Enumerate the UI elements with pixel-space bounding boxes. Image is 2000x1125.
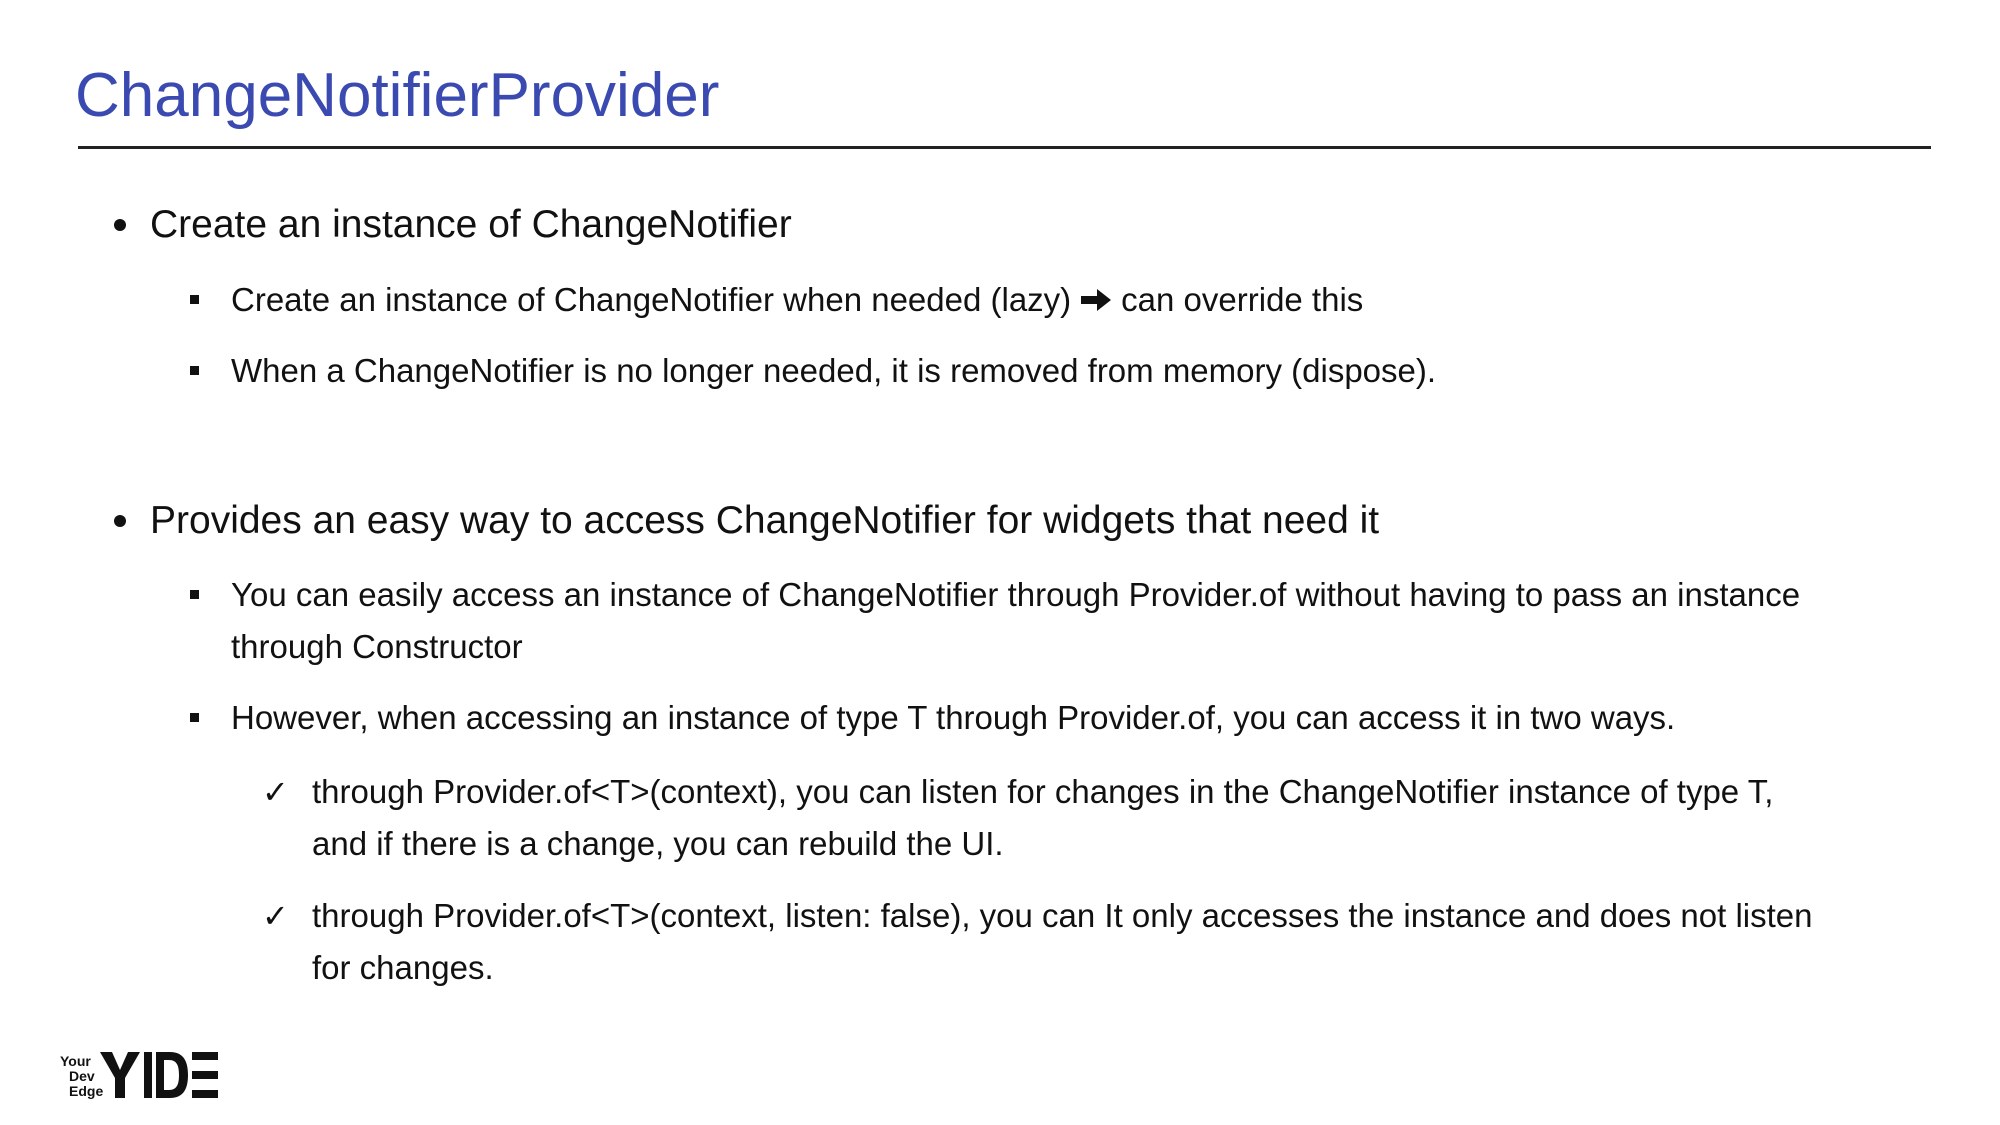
sub-bullet-text: When a ChangeNotifier is no longer needed, it is removed from memory (dispose). <box>231 352 1437 389</box>
sub-bullet-text: However, when accessing an instance of type T through Provider.of, you can access it in two ways. <box>231 699 1676 736</box>
bullet-square <box>190 295 199 304</box>
brand-logo <box>60 1050 220 1098</box>
sub-bullet-text-after: can override this <box>1121 281 1364 318</box>
bullet-dot <box>114 219 126 231</box>
sub-bullet-text-before: Create an instance of ChangeNotifier when needed (lazy) <box>231 281 1072 318</box>
bullet-square <box>190 366 199 375</box>
bullet-text: Create an instance of ChangeNotifier <box>150 203 792 246</box>
logo-text-your: Your <box>60 1053 91 1069</box>
logo-text-dev: Dev <box>69 1068 95 1084</box>
yde-logo-mark-icon <box>100 1052 218 1098</box>
check-icon: ✓ <box>262 897 289 935</box>
bullet-square <box>190 590 199 599</box>
bullet-text: Provides an easy way to access ChangeNotifier for widgets that need it <box>150 499 1380 542</box>
check-item-text-line1: through Provider.of<T>(context), you can listen for changes in the ChangeNotifier instance of type T, <box>312 773 1774 810</box>
right-arrow-icon <box>1079 287 1113 313</box>
title-divider <box>78 146 1931 149</box>
slide-title: ChangeNotifierProvider <box>75 61 720 130</box>
check-item-text-line1: through Provider.of<T>(context, listen: false), you can It only accesses the instance and does not listen <box>312 897 1813 934</box>
check-item-text-line2: and if there is a change, you can rebuild the UI. <box>312 825 1004 862</box>
bullet-dot <box>114 515 126 527</box>
bullet-square <box>190 713 199 722</box>
check-icon: ✓ <box>262 773 289 811</box>
check-item-text-line2: for changes. <box>312 949 494 986</box>
sub-bullet-text <box>231 274 1363 326</box>
sub-bullet-text-line1: You can easily access an instance of ChangeNotifier through Provider.of without having to pass an instance <box>231 576 1801 613</box>
logo-text-edge: Edge <box>69 1083 104 1099</box>
sub-bullet-text-line2: through Constructor <box>231 628 523 665</box>
